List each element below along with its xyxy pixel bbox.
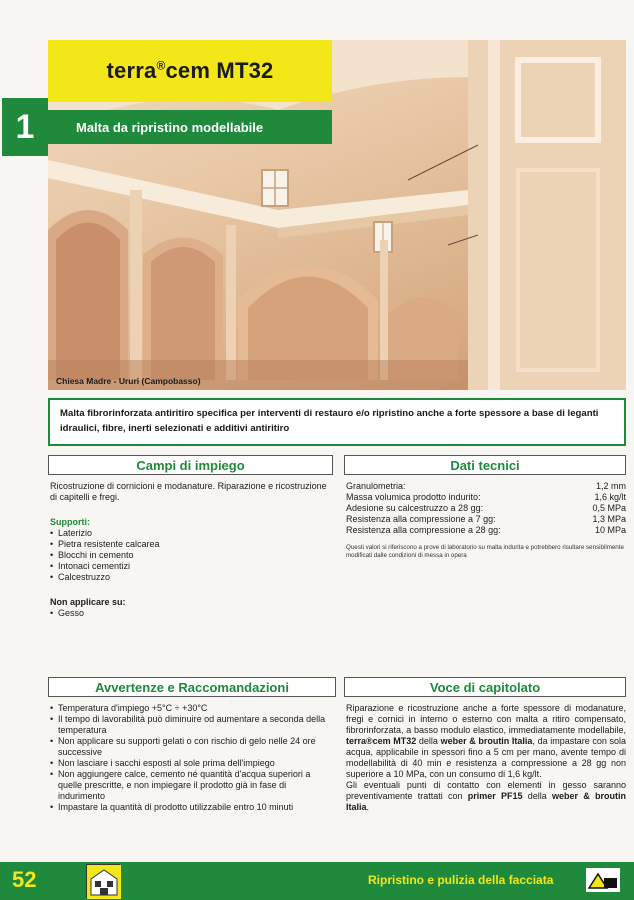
tech-value: 1,6 kg/lt	[594, 492, 626, 502]
avvertenze-content	[50, 703, 335, 813]
tech-value: 10 MPa	[594, 525, 626, 535]
tech-value: 0,5 MPa	[592, 503, 626, 513]
page-number: 52	[12, 867, 37, 892]
product-subtitle: Malta da ripristino modellabile	[48, 110, 332, 144]
dati-content	[346, 481, 626, 560]
campi-text: Ricostruzione di cornicioni e modanature. Riparazione e ricostruzione di capitelli e fregi.	[50, 481, 327, 502]
footer-section-label: Ripristino e pulizia della facciata	[368, 873, 554, 887]
tech-label: Granulometria:	[346, 481, 406, 491]
tech-label: Adesione su calcestruzzo a 28 gg:	[346, 503, 484, 513]
non-applicare-label: Non applicare su:	[50, 597, 126, 607]
chapter-number-badge: 1	[2, 98, 48, 156]
tech-note: Questi valori si riferiscono a prove di laboratorio su malta indurita e potrebbero risultare sensibilmente modificati dalle condizioni di messa in opera	[346, 544, 624, 559]
tech-row	[346, 492, 626, 503]
product-title	[107, 58, 274, 84]
facade-section-icon	[586, 868, 620, 892]
tech-label: Massa volumica prodotto indurito:	[346, 492, 481, 502]
voce-brand: primer PF15	[467, 791, 523, 801]
voce-text: della	[416, 736, 441, 746]
tech-row	[346, 514, 626, 525]
voce-content	[346, 703, 626, 813]
supporti-label: Supporti:	[50, 517, 90, 527]
list-item: • Il tempo di lavorabilità può diminuire od aumentare a seconda della temperatura	[50, 714, 335, 736]
tech-row	[346, 503, 626, 514]
voce-brand: terra®cem MT32	[346, 736, 417, 746]
house-logo-icon	[86, 864, 120, 898]
list-item: • Temperatura d'impiego +5°C ÷ +30°C	[50, 703, 335, 714]
photo-caption: Chiesa Madre - Ururi (Campobasso)	[56, 376, 201, 386]
voce-brand: weber & broutin Italia	[346, 791, 626, 812]
voce-text: Gli eventuali punti di contatto con elementi in gesso saranno preventivamente trattati con	[346, 780, 626, 801]
avvertenze-list	[50, 703, 335, 813]
list-item: • Impastare la quantità di prodotto utilizzabile entro 10 minuti	[50, 802, 335, 813]
list-item: • Blocchi in cemento	[50, 550, 333, 561]
tech-label: Resistenza alla compressione a 7 gg:	[346, 514, 496, 524]
voce-text: .	[366, 802, 370, 812]
section-heading-campi: Campi di impiego	[48, 455, 333, 475]
intro-description: Malta fibrorinforzata antiritiro specifica per interventi di restauro e/o ripristino anche a forte spessore a base di leganti idraulici, fibre, inerti selezionati e additivi antiritiro	[48, 398, 626, 446]
voce-text: della	[522, 791, 553, 801]
list-item: • Non applicare su supporti gelati o con rischio di gelo nelle 24 ore successive	[50, 736, 335, 758]
tech-value: 1,3 MPa	[592, 514, 626, 524]
section-heading-dati: Dati tecnici	[344, 455, 626, 475]
list-item: • Pietra resistente calcarea	[50, 539, 333, 550]
list-item: • Non lasciare i sacchi esposti al sole prima dell'impiego	[50, 758, 335, 769]
list-item: • Calcestruzzo	[50, 572, 333, 583]
section-heading-avvertenze: Avvertenze e Raccomandazioni	[48, 677, 336, 697]
product-title-box	[48, 40, 332, 102]
voce-paragraph-1	[346, 703, 626, 780]
tech-value: 1,2 mm	[595, 481, 626, 491]
non-applicare-list	[50, 608, 333, 619]
list-item: • Laterizio	[50, 528, 333, 539]
tech-row	[346, 481, 626, 492]
list-item: • Gesso	[50, 608, 333, 619]
tech-row	[346, 525, 626, 536]
voce-brand: weber & broutin Italia	[440, 736, 533, 746]
voce-paragraph-2	[346, 780, 626, 813]
list-item: • Intonaci cementizi	[50, 561, 333, 572]
title-suffix: cem MT32	[165, 58, 274, 83]
voce-text: , da impastare con sola acqua, applicabile in spessori fino a 5 cm per mano, avente tempo di modellabilità di 40 min e resistenza a compressione a 28 gg non superiore a 10 MPa, con un consumo di 1,6 kg/lt.	[346, 736, 626, 779]
tech-label: Resistenza alla compressione a 28 gg:	[346, 525, 501, 535]
title-prefix: terra	[106, 58, 157, 83]
voce-text: Riparazione e ricostruzione anche a forte spessore di modanature, fregi e cornici in interno o esterno con malta a ritiro compensato, fibrorinforzata, a basso modulo elastico, immediatamente modellabile,	[346, 703, 626, 735]
list-item: • Non aggiungere calce, cemento né quantità d'acqua superiori a quelle prescritte, e non impiegare il prodotto già in fase di indurimento	[50, 769, 335, 802]
section-heading-voce: Voce di capitolato	[344, 677, 626, 697]
supporti-list	[50, 528, 333, 583]
campi-content	[50, 481, 333, 619]
title-registered-mark: ®	[156, 58, 166, 73]
